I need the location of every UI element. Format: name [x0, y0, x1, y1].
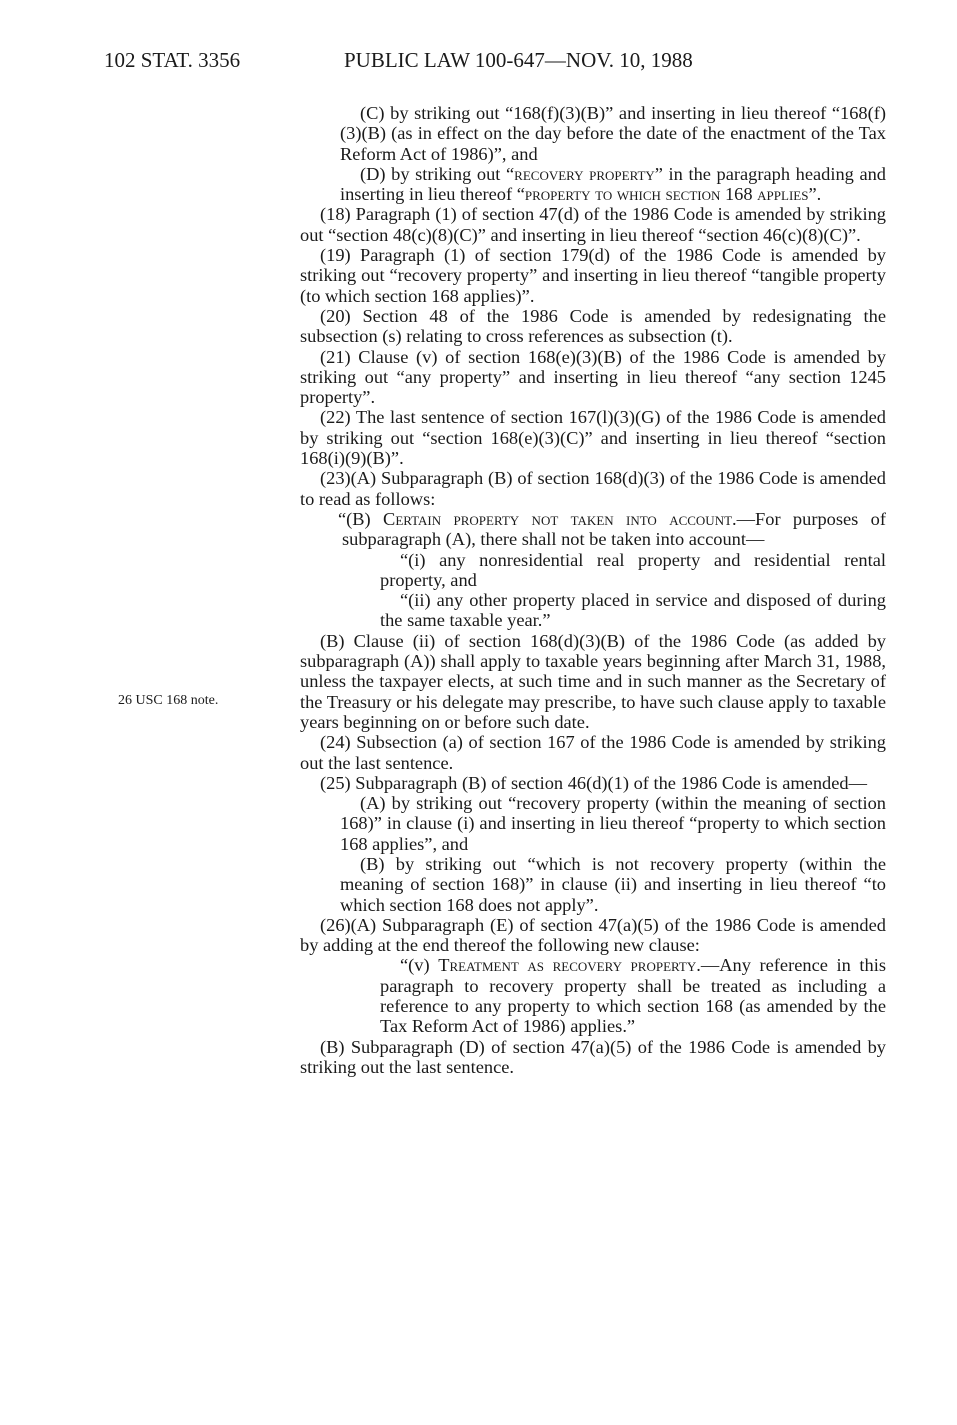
paragraph-21: (21) Clause (v) of section 168(e)(3)(B) of the 1986 Code is amended by striking out “any property” and inserting in lieu thereof “any section 1245 property”. [300, 346, 886, 408]
paragraph-20: (20) Section 48 of the 1986 Code is amended by redesignating the subsection (s) relating to cross references as subsection (t). [300, 305, 886, 347]
paragraph-26a: (26)(A) Subparagraph (E) of section 47(a)(5) of the 1986 Code is amended by adding at the end thereof the following new clause: [300, 914, 886, 956]
small-caps-text: recovery property [514, 163, 655, 184]
paragraph-22: (22) The last sentence of section 167(l)(3)(G) of the 1986 Code is amended by striking out “section 168(e)(3)(C)” and inserting in lieu thereof “section 168(i)(9)(B)”. [300, 407, 886, 469]
small-caps-text: property to which section 168 applies [524, 184, 809, 205]
paragraph-17c: (C) by striking out “168(f)(3)(B)” and inserting in lieu thereof “168(f)(3)(B) (as in effect on the day before the date of the enactment of the Tax Reform Act of 1986)”, and [340, 103, 886, 164]
page-header [104, 48, 844, 78]
paragraph-25b: (B) by striking out “which is not recovery property (within the meaning of section 168)” in clause (ii) and inserting in lieu thereof “to which section 168 does not apply”. [340, 853, 886, 915]
small-caps-text: Certain property not taken into account [383, 508, 733, 529]
body-text [300, 103, 886, 1077]
paragraph-24: (24) Subsection (a) of section 167 of the 1986 Code is amended by striking out the last sentence. [300, 732, 886, 773]
quoted-subparagraph-b: “(B) Certain property not taken into account.—For purposes of subparagraph (A), there shall not be taken into account— [338, 508, 886, 550]
quoted-clause-i: “(i) any nonresidential real property and residential rental property, and [380, 549, 886, 590]
paragraph-17d: (D) by striking out “recovery property” in the paragraph heading and inserting in lieu thereof “property to which section 168 applies”. [340, 163, 886, 205]
law-title: PUBLIC LAW 100-647—NOV. 10, 1988 [344, 48, 693, 72]
quoted-clause-ii: “(ii) any other property placed in service and disposed of during the same taxable year.” [380, 590, 886, 631]
paragraph-19: (19) Paragraph (1) of section 179(d) of the 1986 Code is amended by striking out “recovery property” and inserting in lieu thereof “tangible property (to which section 168 applies)”. [300, 245, 886, 306]
paragraph-18: (18) Paragraph (1) of section 47(d) of the 1986 Code is amended by striking out “section 48(c)(8)(C)” and inserting in lieu thereof “section 46(c)(8)(C)”. [300, 204, 886, 245]
paragraph-25a: (A) by striking out “recovery property (within the meaning of section 168)” in clause (i) and inserting in lieu thereof “property to which section 168 applies”, and [340, 793, 886, 854]
quoted-clause-v: “(v) Treatment as recovery property.—Any reference in this paragraph to recovery property shall be treated as including a reference to any property to which section 168 (as amended by the Tax Reform Act of 1986) applies.” [380, 955, 886, 1037]
paragraph-23a: (23)(A) Subparagraph (B) of section 168(d)(3) of the 1986 Code is amended to read as follows: [300, 468, 886, 509]
paragraph-23b: (B) Clause (ii) of section 168(d)(3)(B) of the 1986 Code (as added by subparagraph (A)) shall apply to taxable years beginning after March 31, 1988, unless the taxpayer elects, at such time and in such manner as the Secretary of the Treasury or his delegate may prescribe, to have such clause apply to taxable years beginning on or before such date. [300, 630, 886, 732]
small-caps-text: Treatment as recovery property [438, 955, 697, 976]
paragraph-26b: (B) Subparagraph (D) of section 47(a)(5) of the 1986 Code is amended by striking out the last sentence. [300, 1036, 886, 1077]
paragraph-25: (25) Subparagraph (B) of section 46(d)(1) of the 1986 Code is amended— [320, 772, 867, 793]
page-reference: 102 STAT. 3356 [104, 48, 241, 72]
margin-note: 26 USC 168 note. [118, 693, 219, 708]
